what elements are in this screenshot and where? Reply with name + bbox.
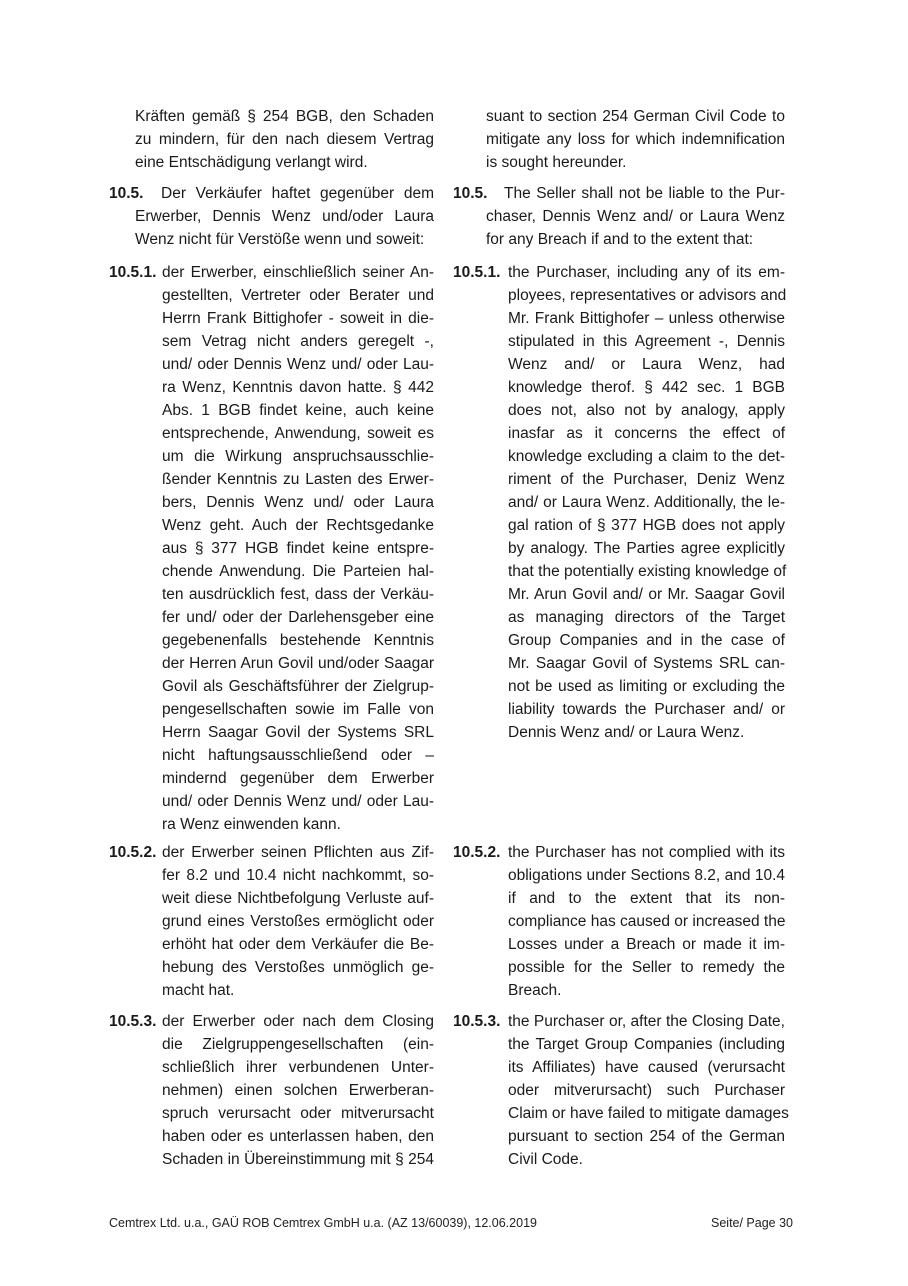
text-line: Herrn Frank Bittighofer - soweit in die-: [162, 310, 434, 327]
text-line: does not, also not by analogy, apply: [508, 402, 785, 419]
text-line: the Target Group Companies (including: [508, 1036, 785, 1053]
text-line: erhöht hat oder dem Verkäufer die Be-: [162, 936, 434, 953]
text-line: Group Companies and in the case of: [508, 632, 785, 649]
text-line: chaser, Dennis Wenz and/ or Laura Wenz: [486, 208, 785, 225]
text-line: Dennis Wenz and/ or Laura Wenz.: [508, 724, 745, 741]
text-line: for any Breach if and to the extent that:: [486, 231, 754, 248]
text-line: Herrn Saagar Govil der Systems SRL: [162, 724, 434, 741]
text-line: Der Verkäufer haftet gegenüber dem: [161, 185, 434, 202]
text-line: Kräften gemäß § 254 BGB, den Schaden: [135, 108, 434, 125]
text-line: the Purchaser or, after the Closing Date,: [508, 1013, 785, 1030]
text-line: stipulated in this Agreement -, Dennis: [508, 333, 785, 350]
text-line: und/ oder Dennis Wenz und/ oder Lau-: [162, 356, 434, 373]
text-line: suant to section 254 German Civil Code to: [486, 108, 785, 125]
text-line: and/ or Laura Wenz. Additionally, the le-: [508, 494, 785, 511]
text-line: ra Wenz einwenden kann.: [162, 816, 341, 833]
clause-number: 10.5.3.: [453, 1013, 501, 1030]
text-line: obligations under Sections 8.2, and 10.4: [508, 867, 785, 884]
text-line: oder mitverursacht) such Purchaser: [508, 1082, 785, 1099]
text-line: chende Anwendung. Die Parteien hal-: [162, 563, 434, 580]
clause-number: 10.5.3.: [109, 1013, 157, 1030]
text-line: Abs. 1 BGB findet keine, auch keine: [162, 402, 434, 419]
text-line: the Purchaser, including any of its em-: [508, 264, 785, 281]
footer-page-number: Seite/ Page 30: [711, 1216, 794, 1230]
text-line: eine Entschädigung verlangt wird.: [135, 154, 368, 171]
text-line: Schaden in Übereinstimmung mit § 254: [162, 1151, 434, 1168]
text-line: Claim or have failed to mitigate damages: [508, 1105, 789, 1122]
text-line: not be used as limiting or excluding the: [508, 678, 785, 695]
text-line: gal ration of § 377 HGB does not apply: [508, 517, 785, 534]
text-line: the Purchaser has not complied with its: [508, 844, 785, 861]
text-line: um die Wirkung anspruchsausschlie-: [162, 448, 434, 465]
footer-reference: Cemtrex Ltd. u.a., GAÜ ROB Cemtrex GmbH u.a. (AZ 13/60039), 12.06.2019: [109, 1216, 537, 1230]
clause-number: 10.5.: [453, 185, 488, 202]
text-line: hebung des Verstoßes unmöglich ge-: [162, 959, 434, 976]
text-line: by analogy. The Parties agree explicitly: [508, 540, 785, 557]
clause-number: 10.5.2.: [109, 844, 157, 861]
text-line: zu mindern, für den nach diesem Vertrag: [135, 131, 434, 148]
text-line: haben oder es unterlassen haben, den: [162, 1128, 434, 1145]
text-line: gegebenenfalls bestehende Kenntnis: [162, 632, 434, 649]
clause-number: 10.5.1.: [453, 264, 501, 281]
text-line: der Herren Arun Govil und/oder Saagar: [162, 655, 434, 672]
text-line: that the potentially existing knowledge of: [508, 563, 787, 580]
text-line: ßender Kenntnis zu Lasten des Erwer-: [162, 471, 434, 488]
text-line: der Erwerber, einschließlich seiner An-: [162, 264, 434, 281]
text-line: pursuant to section 254 of the German: [508, 1128, 785, 1145]
text-line: nicht haftungsausschließend oder –: [162, 747, 434, 764]
text-line: liability towards the Purchaser and/ or: [508, 701, 785, 718]
text-line: riment of the Purchaser, Deniz Wenz: [508, 471, 785, 488]
text-line: ra Wenz, Kenntnis davon hatte. § 442: [162, 379, 434, 396]
text-line: aus § 377 HGB findet keine entspre-: [162, 540, 434, 557]
text-line: as managing directors of the Target: [508, 609, 785, 626]
text-line: weit diese Nichtbefolgung Verluste auf-: [162, 890, 434, 907]
text-line: schließlich ihrer verbundenen Unter-: [162, 1059, 434, 1076]
text-line: Govil als Geschäftsführer der Zielgrup-: [162, 678, 434, 695]
text-line: bers, Dennis Wenz und/ oder Laura: [162, 494, 434, 511]
text-line: fer 8.2 und 10.4 nicht nachkommt, so-: [162, 867, 434, 884]
text-line: Wenz and/ or Laura Wenz, had: [508, 356, 785, 373]
text-line: grund eines Verstoßes ermöglicht oder: [162, 913, 434, 930]
text-line: knowledge therof. § 442 sec. 1 BGB: [508, 379, 785, 396]
text-line: gestellten, Vertreter oder Berater und: [162, 287, 434, 304]
text-line: Mr. Saagar Govil of Systems SRL can-: [508, 655, 785, 672]
text-line: inasfar as it concerns the effect of: [508, 425, 785, 442]
text-line: is sought hereunder.: [486, 154, 627, 171]
text-line: pengesellschaften sowie im Falle von: [162, 701, 434, 718]
text-line: Losses under a Breach or made it im-: [508, 936, 785, 953]
clause-number: 10.5.1.: [109, 264, 157, 281]
text-line: possible for the Seller to remedy the: [508, 959, 785, 976]
text-line: if and to the extent that its non-: [508, 890, 785, 907]
text-line: Civil Code.: [508, 1151, 583, 1168]
text-line: und/ oder Dennis Wenz und/ oder Lau-: [162, 793, 434, 810]
text-line: nehmen) einen solchen Erwerberan-: [162, 1082, 434, 1099]
text-line: der Erwerber seinen Pflichten aus Zif-: [162, 844, 434, 861]
text-line: Wenz nicht für Verstöße wenn und soweit:: [135, 231, 425, 248]
text-line: mitigate any loss for which indemnification: [486, 131, 785, 148]
text-line: Mr. Arun Govil and/ or Mr. Saagar Govil: [508, 586, 785, 603]
text-line: ployees, representatives or advisors and: [508, 287, 787, 304]
text-line: der Erwerber oder nach dem Closing: [162, 1013, 434, 1030]
text-line: The Seller shall not be liable to the Pur-: [504, 185, 785, 202]
text-line: its Affiliates) have caused (verursacht: [508, 1059, 785, 1076]
text-line: die Zielgruppengesellschaften (ein-: [162, 1036, 434, 1053]
text-line: compliance has caused or increased the: [508, 913, 786, 930]
text-line: Mr. Frank Bittighofer – unless otherwise: [508, 310, 785, 327]
text-line: sem Vetrag nicht anders geregelt -,: [162, 333, 434, 350]
text-line: ten ausdrücklich fest, dass der Verkäu-: [162, 586, 434, 603]
text-line: fer und/ oder der Darlehensgeber eine: [162, 609, 434, 626]
text-line: macht hat.: [162, 982, 235, 999]
text-line: Breach.: [508, 982, 562, 999]
text-line: mindernd gegenüber dem Erwerber: [162, 770, 434, 787]
clause-number: 10.5.: [109, 185, 144, 202]
text-line: Wenz geht. Auch der Rechtsgedanke: [162, 517, 434, 534]
text-line: knowledge excluding a claim to the det-: [508, 448, 785, 465]
text-line: Erwerber, Dennis Wenz und/oder Laura: [135, 208, 434, 225]
clause-number: 10.5.2.: [453, 844, 501, 861]
text-line: entsprechende, Anwendung, soweit es: [162, 425, 434, 442]
text-line: spruch verursacht oder mitverursacht: [162, 1105, 434, 1122]
